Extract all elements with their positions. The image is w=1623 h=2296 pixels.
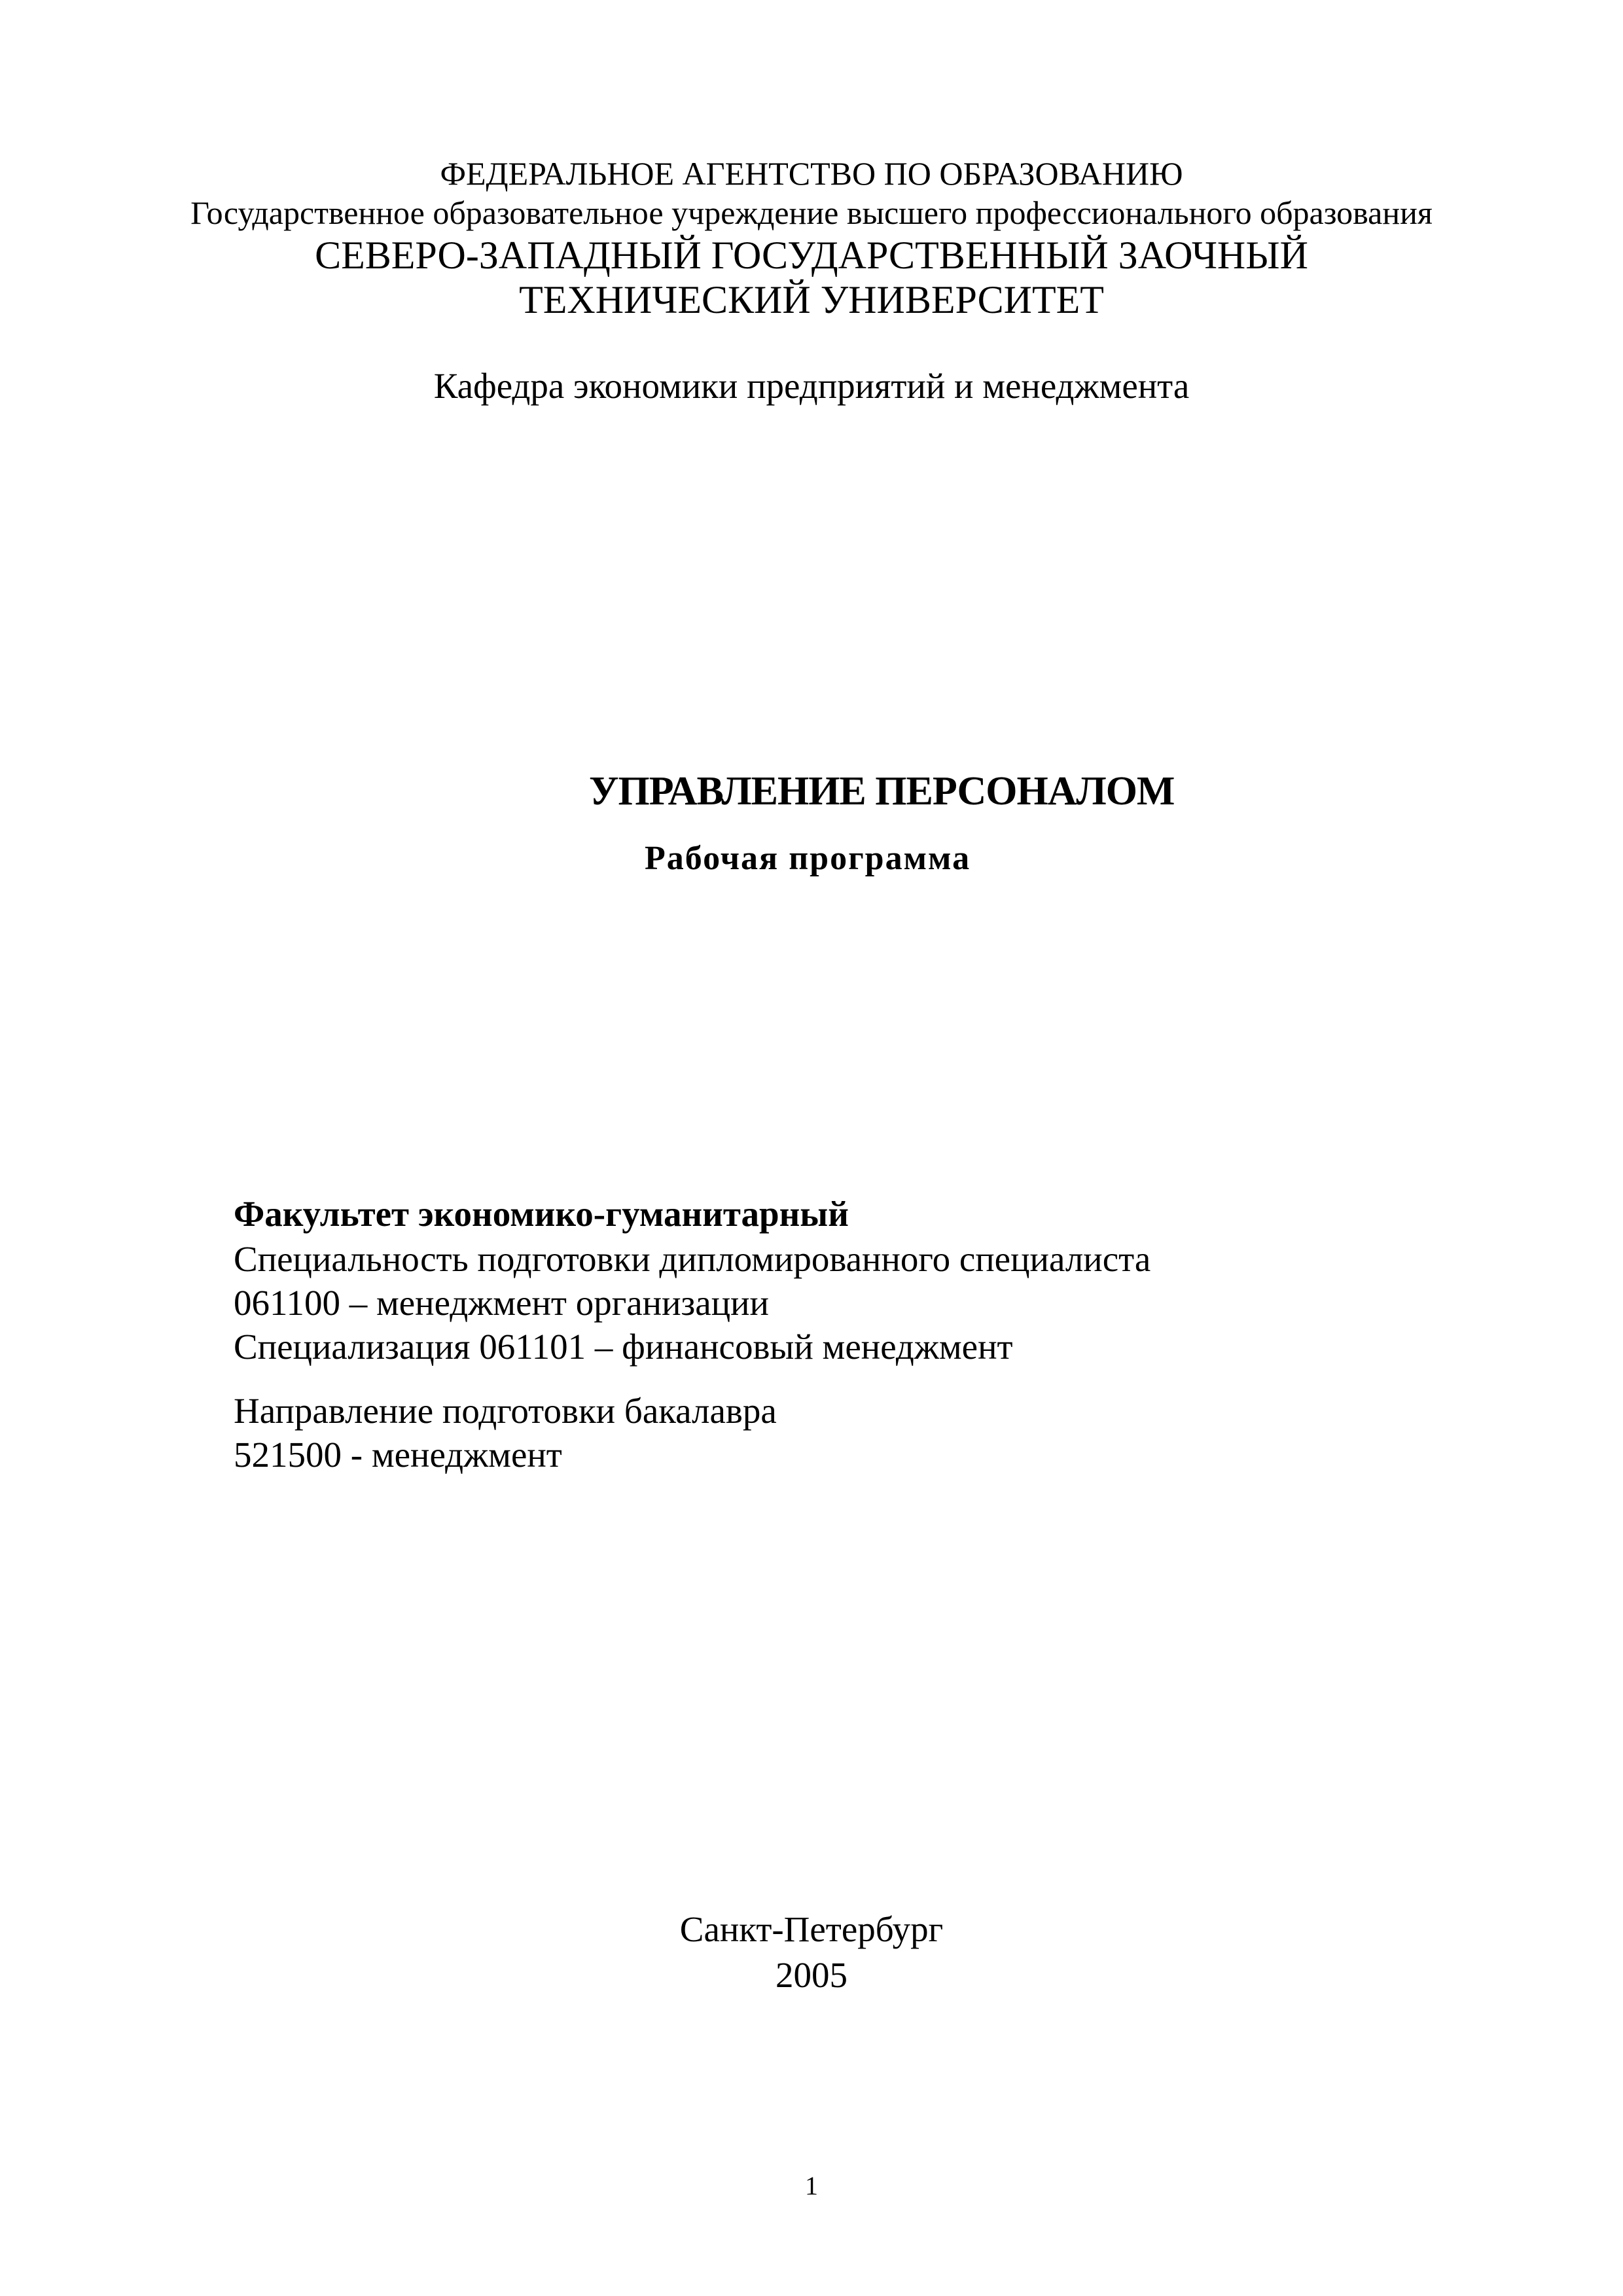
university-name-line2: ТЕХНИЧЕСКИЙ УНИВЕРСИТЕТ xyxy=(519,278,1104,321)
faculty-title: Факультет экономико-гуманитарный xyxy=(234,1194,849,1234)
specialty-code-line: 061100 – менеджмент организации xyxy=(234,1283,769,1323)
year: 2005 xyxy=(776,1955,847,1995)
bachelor-code-line: 521500 - менеджмент xyxy=(234,1435,562,1475)
institution-type: Государственное образовательное учреждение высшего профессионального образования xyxy=(190,194,1433,231)
document-subtitle: Рабочая программа xyxy=(645,840,971,877)
university-name-line1: СЕВЕРО-ЗАПАДНЫЙ ГОСУДАРСТВЕННЫЙ ЗАОЧНЫЙ xyxy=(315,234,1308,277)
document-title: УПРАВЛЕНИЕ ПЕРСОНАЛОМ xyxy=(589,769,1175,814)
city: Санкт-Петербург xyxy=(679,1909,944,1949)
department-name: Кафедра экономики предприятий и менеджмента xyxy=(433,366,1190,406)
bachelor-direction-line: Направление подготовки бакалавра xyxy=(234,1391,777,1431)
page-number: 1 xyxy=(805,2171,818,2200)
agency-name: ФЕДЕРАЛЬНОЕ АГЕНТСТВО ПО ОБРАЗОВАНИЮ xyxy=(440,155,1183,192)
specialization-line: Специализация 061101 – финансовый менеджмент xyxy=(234,1327,1013,1367)
specialty-line: Специальность подготовки дипломированного специалиста xyxy=(234,1239,1151,1279)
